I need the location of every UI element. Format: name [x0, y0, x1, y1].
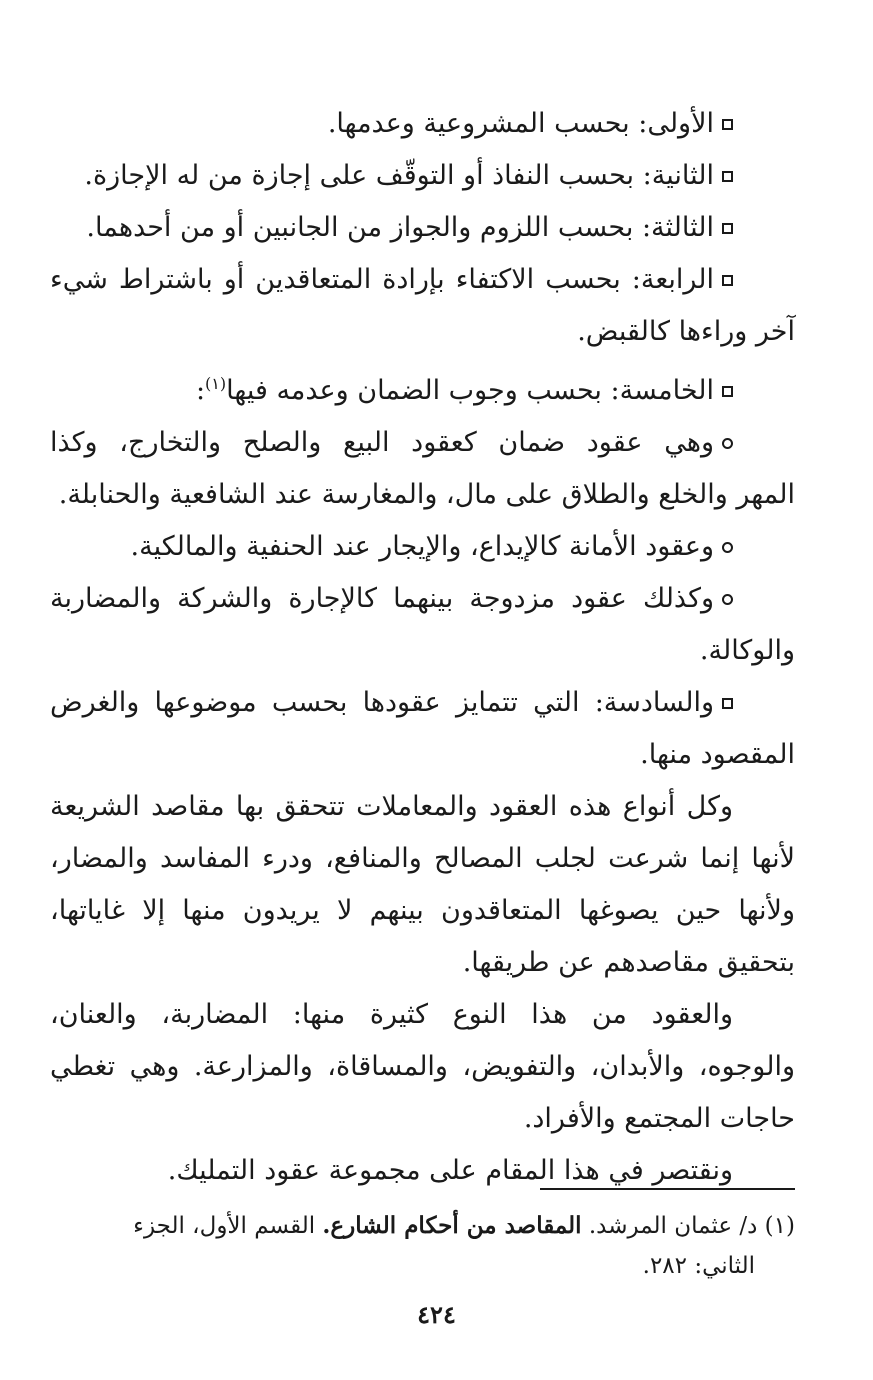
footnote-reference[interactable]: (١): [205, 374, 227, 393]
paragraph-line: حاجات المجتمع والأفراد.: [523, 1103, 795, 1134]
footnote-separator: [540, 1188, 795, 1190]
item-text: الثالثة: بحسب اللزوم والجواز من الجانبين أو من أحدهما.: [86, 212, 714, 243]
footnote-number: (١): [764, 1213, 795, 1239]
item-continuation: والوكالة.: [699, 635, 795, 666]
item-text: الأولى: بحسب المشروعية وعدمها.: [327, 108, 714, 139]
paragraph-line: بتحقيق مقاصدهم عن طريقها.: [462, 947, 795, 978]
paragraph-line: لأنها إنما شرعت لجلب المصالح والمنافع، ودرء المفاسد والمضار،: [50, 843, 795, 874]
square-bullet-icon: [722, 119, 733, 130]
item-text: الخامسة: بحسب وجوب الضمان وعدمه فيها: [226, 375, 714, 406]
paragraph-line: وكل أنواع هذه العقود والمعاملات تتحقق بها مقاصد الشريعة: [50, 791, 733, 822]
item-continuation: المهر والخلع والطلاق على مال، والمغارسة عند الشافعية والحنابلة.: [58, 479, 795, 510]
paragraph-line: والعقود من هذا النوع كثيرة منها: المضاربة، والعنان،: [50, 999, 733, 1030]
footnote-rest: القسم الأول، الجزء: [133, 1213, 316, 1239]
footnote-author: د/ عثمان المرشد.: [588, 1213, 758, 1239]
footnote: [50, 1206, 795, 1286]
item-text: وعقود الأمانة كالإيداع، والإيجار عند الحنفية والمالكية.: [130, 531, 714, 562]
item-text: والسادسة: التي تتمايز عقودها بحسب موضوعها والغرض: [50, 687, 714, 718]
item-text: الرابعة: بحسب الاكتفاء بإرادة المتعاقدين أو باشتراط شيء: [50, 264, 714, 295]
list-item-first: [50, 98, 795, 150]
square-bullet-icon: [722, 386, 733, 397]
square-bullet-icon: [722, 275, 733, 286]
paragraph-objectives: [50, 781, 795, 989]
footnote-line-2: الثاني: ٢٨٢.: [642, 1253, 755, 1279]
list-item-third: [50, 202, 795, 254]
list-item-fifth: [50, 358, 795, 417]
paragraph-line: ونقتصر في هذا المقام على مجموعة عقود التمليك.: [167, 1155, 733, 1186]
circle-bullet-icon: [722, 594, 733, 605]
list-item-second: [50, 150, 795, 202]
item-text: الثانية: بحسب النفاذ أو التوقّف على إجازة من له الإجازة.: [84, 160, 714, 191]
sub-item-dual-contracts: [50, 573, 795, 677]
paragraph-line: ولأنها حين يصوغها المتعاقدون بينهم لا يريدون منها إلا غاياتها،: [50, 895, 795, 926]
colon: :: [195, 375, 206, 406]
item-text: وهي عقود ضمان كعقود البيع والصلح والتخارج، وكذا: [50, 427, 714, 458]
page-number: ٤٢٤: [417, 1300, 456, 1329]
paragraph-line: والوجوه، والأبدان، والتفويض، والمساقاة، والمزارعة. وهي تغطي: [50, 1051, 795, 1082]
square-bullet-icon: [722, 171, 733, 182]
list-item-sixth: [50, 677, 795, 781]
main-text: [50, 98, 795, 1197]
item-continuation: آخر وراءها كالقبض.: [577, 316, 795, 347]
circle-bullet-icon: [722, 438, 733, 449]
square-bullet-icon: [722, 223, 733, 234]
list-item-fourth: [50, 254, 795, 358]
sub-item-guarantee-contracts: [50, 417, 795, 521]
item-continuation: المقصود منها.: [640, 739, 795, 770]
sub-item-trust-contracts: [50, 521, 795, 573]
footnote-title: المقاصد من أحكام الشارع.: [322, 1212, 582, 1239]
square-bullet-icon: [722, 698, 733, 709]
circle-bullet-icon: [722, 542, 733, 553]
paragraph-contract-types: [50, 989, 795, 1145]
item-text: وكذلك عقود مزدوجة بينهما كالإجارة والشركة والمضاربة: [50, 583, 714, 614]
